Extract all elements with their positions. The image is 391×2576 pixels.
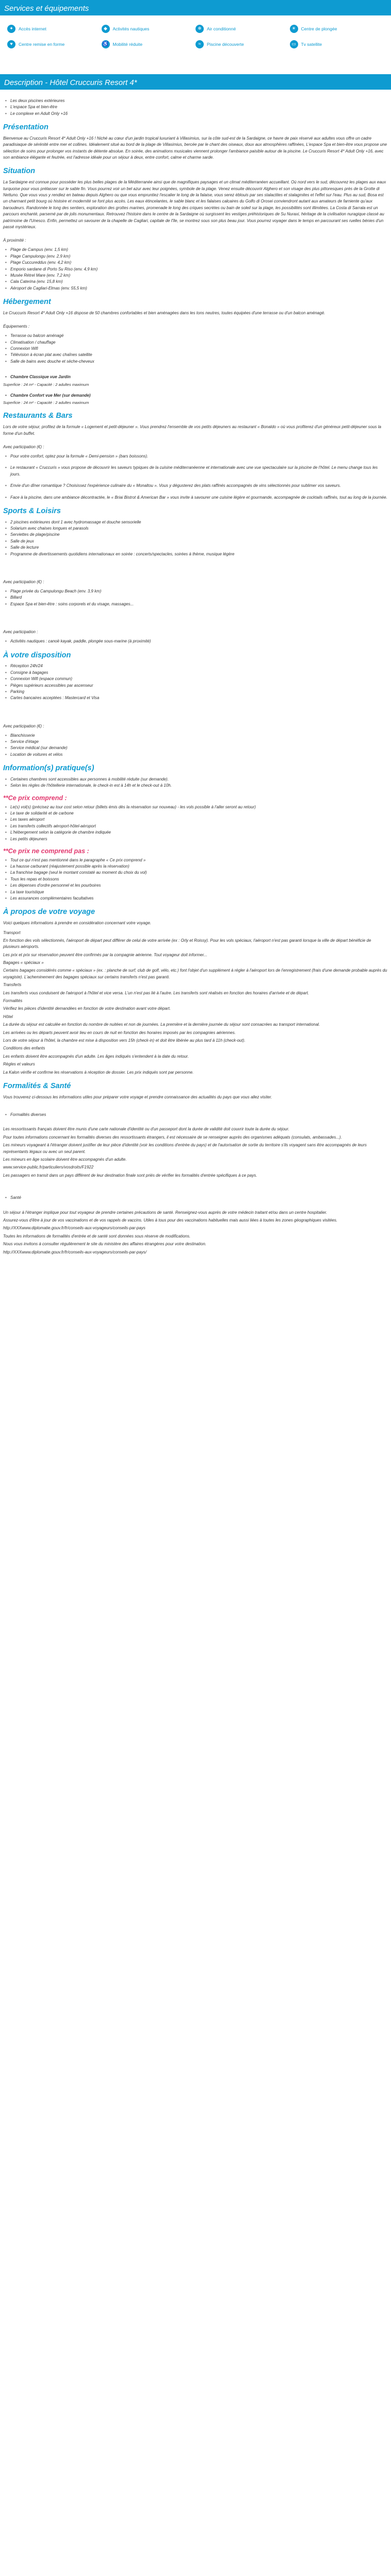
- price-excludes-heading: **Ce prix ne comprend pas :: [3, 847, 89, 855]
- list-item: • Pièges supérieurs accessibles par ascenseur: [3, 683, 388, 689]
- paragraph: http://XXXwww.diplomatie.gouv.fr/fr/conseils-aux-voyageurs/conseils-par-pays/: [3, 1249, 147, 1255]
- lodging-text: Le Cruccuris Resort 4* Adult Only +16 dispose de 50 chambres confortables et bien aménagées dans les tons neutres, toutes équipées d'une terrasse ou d'un balcon aménagé.: [3, 310, 325, 315]
- list-item: • Plage de Campus (env. 1,5 km): [3, 247, 388, 253]
- list-item: • Cala Caterina (env. 15,8 km): [3, 279, 388, 285]
- sports-note-list: [3, 638, 388, 645]
- presentation-text: Bienvenue au Cruccuris Resort 4* Adult Only +16 ! Niché au cœur d'un jardin tropical luxuriant à Villasimius, sur la côte sud-est de la Sardaigne, ce havre de paix réservé aux adultes vous offre un cadre paradisiaque de sérénité entre mer et collines. Idéalement situé au bord de la plage de Villasimius, bercée par le chant des oiseaux, doux aux atmosphères raffinées, L'espace Spa et bien-être vous propose une sélection de soins pour prolonger vos instants de détente absolue. En soirée, des animations musicales viennent prolonger l'ambiance paisible autour de la piscine. Le Cruccuris Resort 4* Adult Only +16, avec son ambiance élégante et feutrée, est l'adresse idéale pour un séjour à deux, entre confort, calme et charme sarde.: [3, 135, 387, 160]
- service-heading: À votre disposition: [3, 651, 71, 659]
- equipment-label: Piscine découverte: [207, 41, 244, 47]
- list-item: • 2 piscines extérieures dont 1 avec hydromassage et douche sensorielle: [3, 519, 388, 526]
- room-classic: [3, 374, 388, 405]
- paragraph: Les enfants doivent être accompagnés d'un adulte. Les âges indiqués s'entendent à la date du retour.: [3, 1054, 189, 1059]
- list-item: • Salle de lecture: [3, 545, 388, 551]
- paragraph: Nous vous invitons à consulter régulièrement le site du ministère des affaires étrangères pour votre destination.: [3, 1242, 206, 1247]
- paragraph: Certains bagages considérés comme « spéciaux » (ex. : planche de surf, club de golf, vélo, etc.) font l'objet d'un supplément à régler à l'aéroport lors de l'enregistrement (frais d'une demande probable auprès du voyagiste). L'acheminement des bagages spéciaux sur certains transferts n'est pas garanti.: [3, 968, 387, 979]
- list-item: • Tous les repas et boissons: [3, 876, 388, 883]
- health-body: [3, 1210, 388, 1256]
- list-item: • Formalités diverses: [3, 1112, 388, 1118]
- list-item: • Terrasse ou balcon aménagé: [3, 333, 388, 339]
- list-item: • L'espace Spa et bien-être: [3, 104, 388, 110]
- paragraph: Vérifiez les pièces d'identité demandées en fonction de votre destination avant votre départ.: [3, 1006, 171, 1011]
- list-item: • Service d'étage: [3, 739, 388, 745]
- room-confort-name: • Chambre Confort vue Mer (sur demande): [3, 393, 388, 399]
- list-item: • Certaines chambres sont accessibles aux personnes à mobilité réduite (sur demande).: [3, 776, 388, 783]
- list-item: • Espace Spa et bien-être : soins corporels et du visage, massages...: [3, 601, 388, 607]
- equipment-label: Centre remise en forme: [19, 41, 65, 47]
- presentation-heading: Présentation: [3, 123, 48, 132]
- paragraph: Transferts: [3, 982, 22, 988]
- paragraph: Les arrivées ou les départs peuvent avoir lieu en cours de nuit en fonction des horaires imposés par les compagnies aériennes.: [3, 1030, 236, 1035]
- list-item: • Le taxe de solidarité et de carbone: [3, 810, 388, 817]
- about-body: [3, 930, 388, 1076]
- list-item: • Face à la piscine, dans une ambiance décontractée, le « Briai Bistrot & American Bar » vous invite à savourer une cuisine légère et gourmande, accompagnée de cocktails raffinés, tout au long de la journée.: [3, 495, 388, 501]
- list-item: • L'hébergement selon la catégorie de chambre indiquée: [3, 829, 388, 836]
- service-list: [3, 663, 388, 701]
- equipment-label: Tv satellite: [301, 41, 322, 47]
- list-item: • Location de voitures et vélos: [3, 752, 388, 758]
- forms-body: [3, 1126, 388, 1179]
- intro-list: [3, 98, 388, 117]
- paragraph: Toutes les informations de formalités d'entrée et de santé sont données sous réserve de modifications.: [3, 1233, 191, 1239]
- list-item: • Cartes bancaires acceptées : Mastercard et Visa: [3, 695, 388, 701]
- list-item: • Solarium avec chaises longues et parasols: [3, 526, 388, 532]
- list-item: • Climatisation / chauffage: [3, 340, 388, 346]
- sports-heading: Sports & Loisirs: [3, 506, 61, 515]
- situation-text: La Sardaigne est connue pour posséder les plus belles plages de la Méditerranée ainsi que de magnifiques paysages et un climat méditerranéen accueillant. Où nord vers le sud, découvrez les plages aux eaux turquoise pour vous prélasser sur le sable fin. Vous pourrez voir un bel azur avec leur poignées, symbole de la plage. Venez ensuite découvrir Alghero et son visage des plus pittoresques près de la Grotte di Nettuno. Que vous vous y rendiez en bateau depuis Alghero ou que vous empruntiez l'escalier le long de la falaise, vous serez éblouis par ses stalactites et stalagmites et l'effet sur l'eau. Plus au sud, Bosa est un charmant petit bourg où histoire et modernité se font plus accès. Les eaux étincelantes, le sable blanc et les falaises calcaires du Golfo di Orosei conviendront autant aux amateurs de farniente qu'aux baroudeurs. Randonnée le long des sentiers, exploration des grottes marines, promenade le long des criques secrètes ou bain de soleil sur la plage, les possibilités sont illimitées. La Costa di Sarrala est un parcours enchanté, parsemé par de jolis monumentaux. Retrouvez l'histoire dans le centre de la Sardaigne où surgissent les vestiges préhistoriques de Su Nuraxi, héritage de la civilisation nuragique classé au patrimoine de l'Unesco. Enfin, permettez un savourer de la chapelle de Cagliari, capitale de l'île, se montrez sous son plus beau jour. Vous pourrez voyager dans le temps en parcourant ses ruelles bénies d'un passé mystérieux.: [3, 180, 386, 229]
- list-item: • Réception 24h/24: [3, 663, 388, 669]
- resto-text: Lors de votre séjour, profitez de la formule « Logement et petit-déjeuner ». Vous prendrez l'ensemble de vos petits déjeuners au restaurant « Bonaldo » où vous profiterez d'un généreux petit-déjeuner sous la forme d'un buffet.: [3, 425, 381, 436]
- wheelchair-icon: ♿: [102, 40, 110, 48]
- resto-heading: Restaurants & Bars: [3, 412, 73, 420]
- paragraph: Les mineurs voyageant à l'étranger doivent justifier de leur pièce d'identité (voir les conditions d'entrée du pays) et de l'autorisation de sortie du territoire s'ils voyagent sans être accompagnés de leurs représentants légaux ou avec un seul parent.: [3, 1143, 367, 1154]
- forms-list: [3, 1112, 388, 1118]
- equipment-grid: [0, 15, 391, 54]
- list-item: • Les assurances complémentaires facultatives: [3, 895, 388, 902]
- list-item: • Consigne à bagages: [3, 670, 388, 676]
- paragraph: La Kalon vérifie et confirme les réservations à réception de dossier. Les prix indiqués sont par personne.: [3, 1070, 194, 1075]
- resto-paid-label: Avec participation (€) :: [3, 445, 44, 449]
- list-item: • Les deux piscines extérieures: [3, 98, 388, 104]
- list-item: • La franchise bagage (seul le montant constaté au moment du choix du vol): [3, 870, 388, 876]
- paragraph: Pour toutes informations concernant les formalités diverses des ressortissants étrangers, il est nécessaire de se renseigner auprès des organismes adéquats (consulats, ambassades...).: [3, 1134, 342, 1140]
- service-paid-label: Avec participation (€) :: [3, 723, 44, 728]
- price-excludes-list: [3, 857, 388, 902]
- paragraph: Formalités: [3, 998, 23, 1004]
- list-item: • Plage Campulongu (env. 2,9 km): [3, 253, 388, 260]
- pool-icon: ≈: [196, 40, 204, 48]
- sports-list: [3, 519, 388, 557]
- list-item: • Emporio sardane di Porto Su Riso (env. 4,9 km): [3, 266, 388, 273]
- paragraph: Les mineurs en âge scolaire doivent être accompagnés d'un adulte.: [3, 1157, 127, 1162]
- paragraph: Un séjour à l'étranger implique pour tout voyageur de prendre certaines précautions de santé. Renseignez-vous auprès de votre médecin traitant et/ou dans un centre hospitalier.: [3, 1210, 328, 1215]
- info-heading: Information(s) pratique(s): [3, 764, 94, 773]
- list-item: • Le(s) vol(s) (précisez au tour cost selon retour (billets émis dès la réservation sur nouveau) - les vols possible à l'aller seront au retour): [3, 804, 388, 810]
- description-content: [0, 90, 391, 1256]
- equipment-label: Air conditionné: [207, 26, 236, 31]
- paragraph: Les passagers en transit dans un pays différent de leur destination finale sont priés de vérifier les formalités d'entrée spécifiques à ce pays.: [3, 1173, 257, 1178]
- list-item: • Activités nautiques : canoë kayak, paddle, plongée sous-marine (à proximité): [3, 638, 388, 645]
- sports-paid-list: [3, 588, 388, 607]
- equipment-item: [290, 25, 384, 33]
- list-item: • La taxe touristique: [3, 889, 388, 895]
- paragraph: Transport: [3, 930, 21, 935]
- list-item: • Télévision à écran plat avec chaînes satellite: [3, 352, 388, 358]
- paragraph: En fonction des vols sélectionnés, l'aéroport de départ peut différer de celui de votre arrivée (ex : Orly et Roissy). Pour les vols spéciaux, l'aéroport n'est pas garanti lorsque la ville de départ bénéficie de plusieurs aéroports.: [3, 938, 371, 950]
- equipment-label: Centre de plongée: [301, 26, 337, 31]
- paragraph: Conditions des enfants: [3, 1046, 45, 1051]
- equipment-item: [196, 40, 290, 48]
- paragraph: La durée du séjour est calculée en fonction du nombre de nuitées et non de journées. La première et la dernière journée du séjour sont consacrées au transport international.: [3, 1022, 320, 1027]
- paragraph: Hôtel: [3, 1014, 13, 1019]
- resto-list: [3, 453, 388, 501]
- equipment-title: Services et équipements: [4, 4, 89, 13]
- list-item: • Aéroport de Cagliari-Elmas (env. 55,5 km): [3, 285, 388, 292]
- product-page: [0, 0, 391, 1278]
- sports-note-label: Avec participation :: [3, 630, 38, 635]
- list-item: • Pour votre confort, optez pour la formule « Demi-pension » (bars boissons).: [3, 453, 388, 460]
- paragraph: Les ressortissants français doivent être munis d'une carte nationale d'identité ou d'un passeport dont la durée de validité doit couvrir toute la durée du séjour.: [3, 1127, 289, 1132]
- list-item: • La hausse carburant (réajustement possible après la réservation): [3, 863, 388, 870]
- list-item: • Plage privée du Campulongu Beach (env. 3,9 km): [3, 588, 388, 595]
- description-header: [0, 74, 391, 90]
- list-item: • Les dépenses d'ordre personnel et les pourboires: [3, 883, 388, 889]
- list-item: • Tout ce qui n'est pas mentionné dans le paragraphe « Ce prix comprend »: [3, 857, 388, 863]
- room-classic-name: • Chambre Classique vue Jardin: [3, 374, 388, 380]
- service-paid-list: [3, 733, 388, 758]
- snowflake-icon: ❄: [196, 25, 204, 33]
- about-heading: À propos de votre voyage: [3, 908, 95, 917]
- list-item: • Service médical (sur demande): [3, 745, 388, 751]
- list-item: • Serviettes de plage/piscine: [3, 532, 388, 538]
- list-item: • Le restaurant « Cruccuris » vous propose de découvrir les saveurs typiques de la cuisine méditerranéenne et internationale avec une vue spectaculaire sur la piscine de l'hôtel. Le menu change tous les jours.: [3, 465, 388, 478]
- equipment-label: Activités nautiques: [112, 26, 150, 31]
- list-item: • Connexion Wifi: [3, 346, 388, 352]
- list-item: • Salle de jeux: [3, 538, 388, 545]
- activities-icon: ◆: [102, 25, 110, 33]
- list-item: • Le complexe en Adult Only +16: [3, 111, 388, 117]
- paragraph: www.service-public.fr/particuliers/vosdroits/F1922: [3, 1165, 94, 1170]
- room-confort-details: Superficie : 24 m² - Capacité : 2 adultes maximum: [3, 400, 89, 405]
- equipment-item: [7, 25, 102, 33]
- list-item: • Billard: [3, 595, 388, 601]
- paragraph: http://XXXwww.diplomatie.gouv.fr/fr/conseils-aux-voyageurs/conseils-par-pays: [3, 1226, 145, 1231]
- equipment-item: [290, 40, 384, 48]
- health-list: [3, 1195, 388, 1201]
- nearby-label: À proximité :: [3, 238, 26, 243]
- paragraph: Règles et valeurs: [3, 1062, 35, 1067]
- description-title: Description - Hôtel Cruccuris Resort 4*: [4, 78, 137, 87]
- equipment-item: [102, 40, 196, 48]
- spa-icon: ♥: [7, 40, 15, 48]
- forms-heading: Formalités & Santé: [3, 1081, 71, 1090]
- list-item: • Santé: [3, 1195, 388, 1201]
- sports-paid-label: Avec participation (€) :: [3, 580, 44, 585]
- list-item: • Salle de bains avec douche et sèche-cheveux: [3, 359, 388, 365]
- room-equipment-list: [3, 333, 388, 365]
- list-item: • Blanchisserie: [3, 733, 388, 739]
- list-item: • Parking: [3, 689, 388, 695]
- wifi-icon: ✦: [7, 25, 15, 33]
- list-item: • Plage Cuccureddus (env. 4,2 km): [3, 260, 388, 266]
- list-item: • Connexion Wifi (espace commun): [3, 676, 388, 682]
- list-item: • Envie d'un dîner romantique ? Choisissez l'expérience culinaire du « Monaltou ». Vous y dégusterez des plats raffinés accompagnés de vins sélectionnés pour sublimer vos saveurs.: [3, 483, 388, 489]
- list-item: • Les taxes aéroport: [3, 817, 388, 823]
- situation-heading: Situation: [3, 167, 36, 176]
- list-item: • Musée Rétrel Mare (env. 7,2 km): [3, 273, 388, 279]
- equipment-label: Mobilité réduite: [112, 41, 143, 47]
- paragraph: Assurez-vous d'être à jour de vos vaccinations et de vos rappels de vaccins. Utiles à tous pour des vaccinations habituelles mais aussi liées à toutes les zones géographiques visitées.: [3, 1217, 338, 1223]
- beach-icon: ☀: [290, 25, 298, 33]
- equipment-item: [7, 40, 102, 48]
- equipment-item: [196, 25, 290, 33]
- list-item: • Les transferts collectifs aéroport-hôtel-aéroport: [3, 823, 388, 829]
- paragraph: Les prix et prix sur réservation peuvent être confirmés par la compagnie aérienne. Tout voyageur doit informer...: [3, 952, 207, 957]
- about-intro: Voici quelques informations à prendre en considération concernant votre voyage.: [3, 921, 151, 926]
- paragraph: Bagages « spéciaux »: [3, 960, 44, 965]
- paragraph: Les transferts vous conduisent de l'aéroport à l'hôtel et vice versa. L'un n'est pas lié à l'autre. Les transferts sont réalisés en fonction des horaires d'arrivée et de départ.: [3, 990, 309, 995]
- forms-intro: Vous trouverez ci-dessous les informations utiles pour préparer votre voyage et prendre connaissance des actualités du pays que vous allez visiter.: [3, 1094, 272, 1099]
- price-includes-heading: **Ce prix comprend :: [3, 794, 67, 802]
- tv-icon: ▭: [290, 40, 298, 48]
- price-includes-list: [3, 804, 388, 842]
- list-item: • Selon les règles de l'hôtellerie internationale, le check-in est à 14h et le check-out à 10h.: [3, 783, 388, 789]
- room-equipment-label: Équipements :: [3, 324, 30, 329]
- nearby-list: [3, 247, 388, 292]
- room-classic-details: Superficie : 24 m² - Capacité : 2 adultes maximum: [3, 382, 89, 387]
- paragraph: Lors de votre séjour à l'hôtel, la chambre est mise à disposition vers 15h (check-in) et doit être libérée au plus tard à 11h (check-out).: [3, 1038, 246, 1043]
- info-list: [3, 776, 388, 789]
- list-item: • Les petits déjeuners: [3, 836, 388, 842]
- list-item: • Programme de divertissements quotidiens internationaux en soirée : concerts/spectacles, soirées à thème, musique légère: [3, 551, 388, 557]
- equipment-item: [102, 25, 196, 33]
- equipment-label: Accès internet: [19, 26, 46, 31]
- equipment-header: [0, 0, 391, 15]
- lodging-heading: Hébergement: [3, 298, 51, 307]
